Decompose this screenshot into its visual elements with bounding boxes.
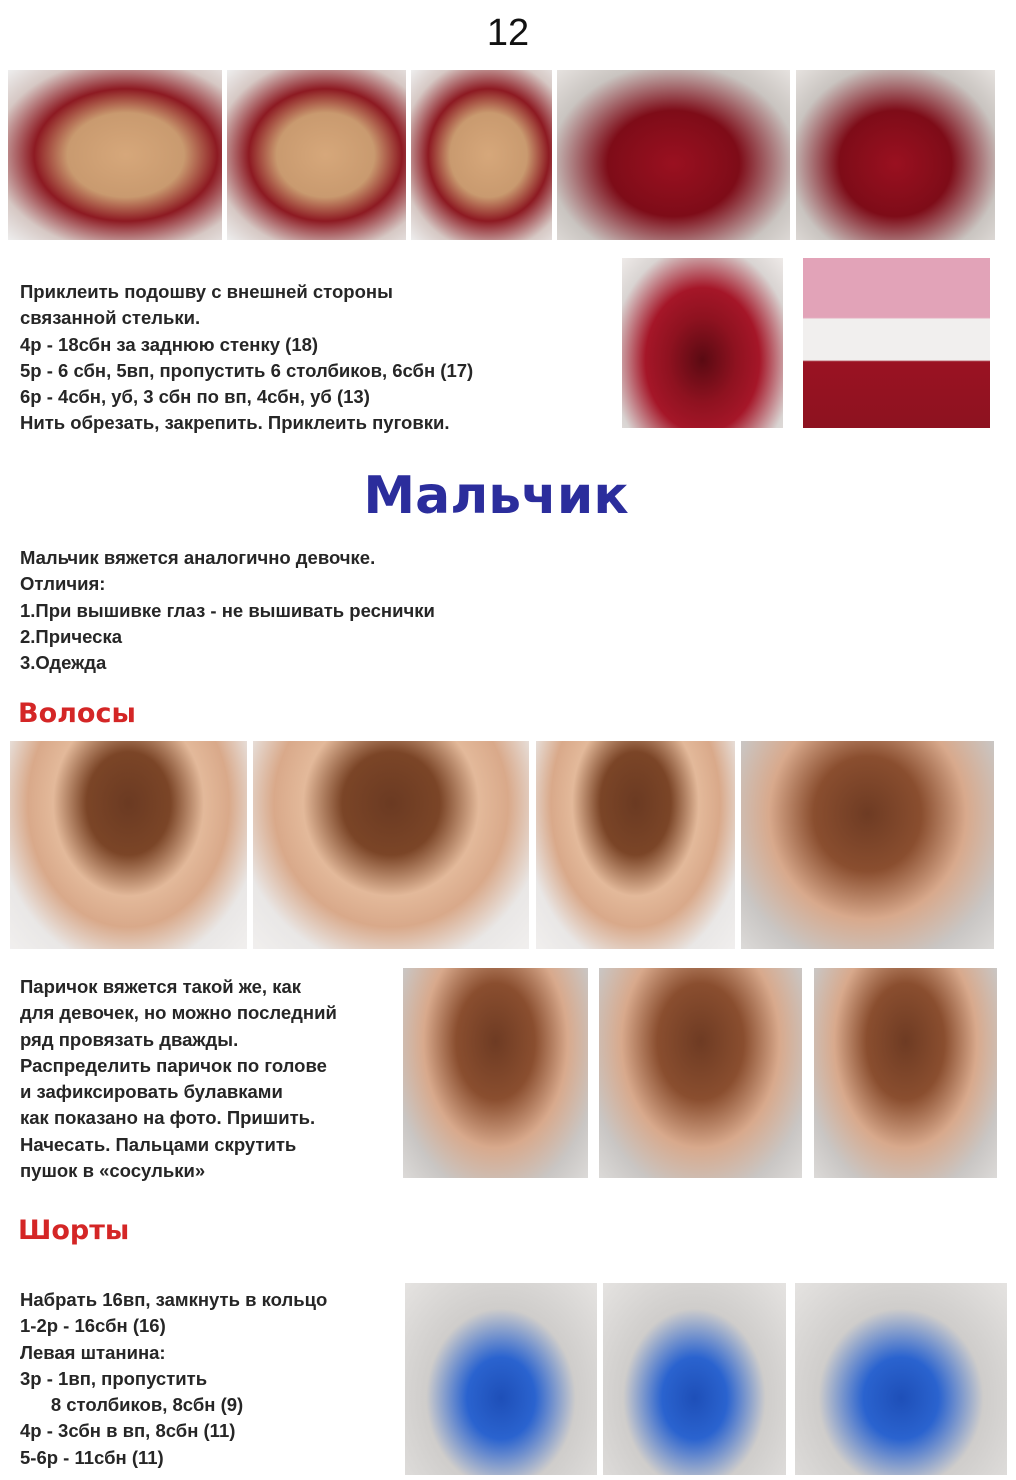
instruction-line: Начесать. Пальцами скрутить [20,1133,297,1155]
photo-sole-step-2 [227,70,406,240]
photo-fluffy-head-3 [814,968,997,1178]
photo-doll-shoes [803,258,990,428]
instruction-line: 1-2р - 16сбн (16) [20,1315,166,1337]
photo-shoe-buttons [622,258,783,428]
photo-fluffy-head-2 [599,968,802,1178]
photo-head-brushed [741,741,994,949]
intro-line: Отличия: [20,573,106,595]
instruction-line: 4р - 18сбн за заднюю стенку (18) [20,333,319,355]
photo-shorts-leg [795,1283,1007,1475]
shoe-instructions [20,279,473,437]
instruction-line: Паричок вяжется такой же, как [20,976,302,997]
photo-shoe-step-5 [796,70,995,240]
instruction-line: 3р - 1вп, пропустить [20,1367,208,1389]
hair-heading: Волосы [18,698,136,729]
photo-head-pins-1 [10,741,247,949]
instruction-line: Приклеить подошву с внешней стороны [20,281,393,302]
photo-head-pins-2 [253,741,529,949]
instruction-line: как показано на фото. Пришить. [20,1107,316,1129]
photo-fluffy-head-1 [403,968,588,1178]
instruction-line: 5р - 6 сбн, 5вп, пропустить 6 столбиков, 6сбн (17) [20,359,474,381]
shorts-heading: Шорты [18,1215,130,1246]
instruction-line: Распределить паричок по голове [20,1054,327,1076]
photo-shoe-step-4 [557,70,790,240]
shorts-instructions [20,1287,327,1471]
instruction-line: 6р - 4сбн, уб, 3 сбн по вп, 4сбн, уб (13) [20,386,370,408]
instruction-line: связанной стельки. [20,307,201,329]
page-number: 12 [486,12,530,54]
boy-intro [20,545,435,676]
instruction-line: Нить обрезать, закрепить. Приклеить пуговки. [20,412,450,434]
intro-line: 2.Прическа [20,625,123,647]
instruction-line: 4р - 3сбн в вп, 8сбн (11) [20,1420,236,1442]
instruction-line: пушок в «сосульки» [20,1160,206,1182]
intro-line: Мальчик вяжется аналогично девочке. [20,547,376,568]
photo-sole-step-3 [411,70,552,240]
instruction-line: Набрать 16вп, замкнуть в кольцо [20,1289,328,1310]
boy-title: Мальчик [363,466,629,526]
instruction-line: 8 столбиков, 8сбн (9) [20,1394,244,1416]
instruction-line: ряд провязать дважды. [20,1028,239,1050]
photo-head-hair [536,741,735,949]
instruction-line: 5-6р - 11сбн (11) [20,1446,164,1468]
hair-instructions [20,974,337,1184]
instruction-line: Левая штанина: [20,1341,166,1363]
photo-sole-step-1 [8,70,222,240]
photo-shorts-ring [405,1283,597,1475]
intro-line: 3.Одежда [20,652,107,674]
instruction-line: для девочек, но можно последний [20,1002,337,1024]
photo-shorts-band [603,1283,786,1475]
intro-line: 1.При вышивке глаз - не вышивать реснички [20,599,435,621]
instruction-line: и зафиксировать булавками [20,1081,283,1103]
